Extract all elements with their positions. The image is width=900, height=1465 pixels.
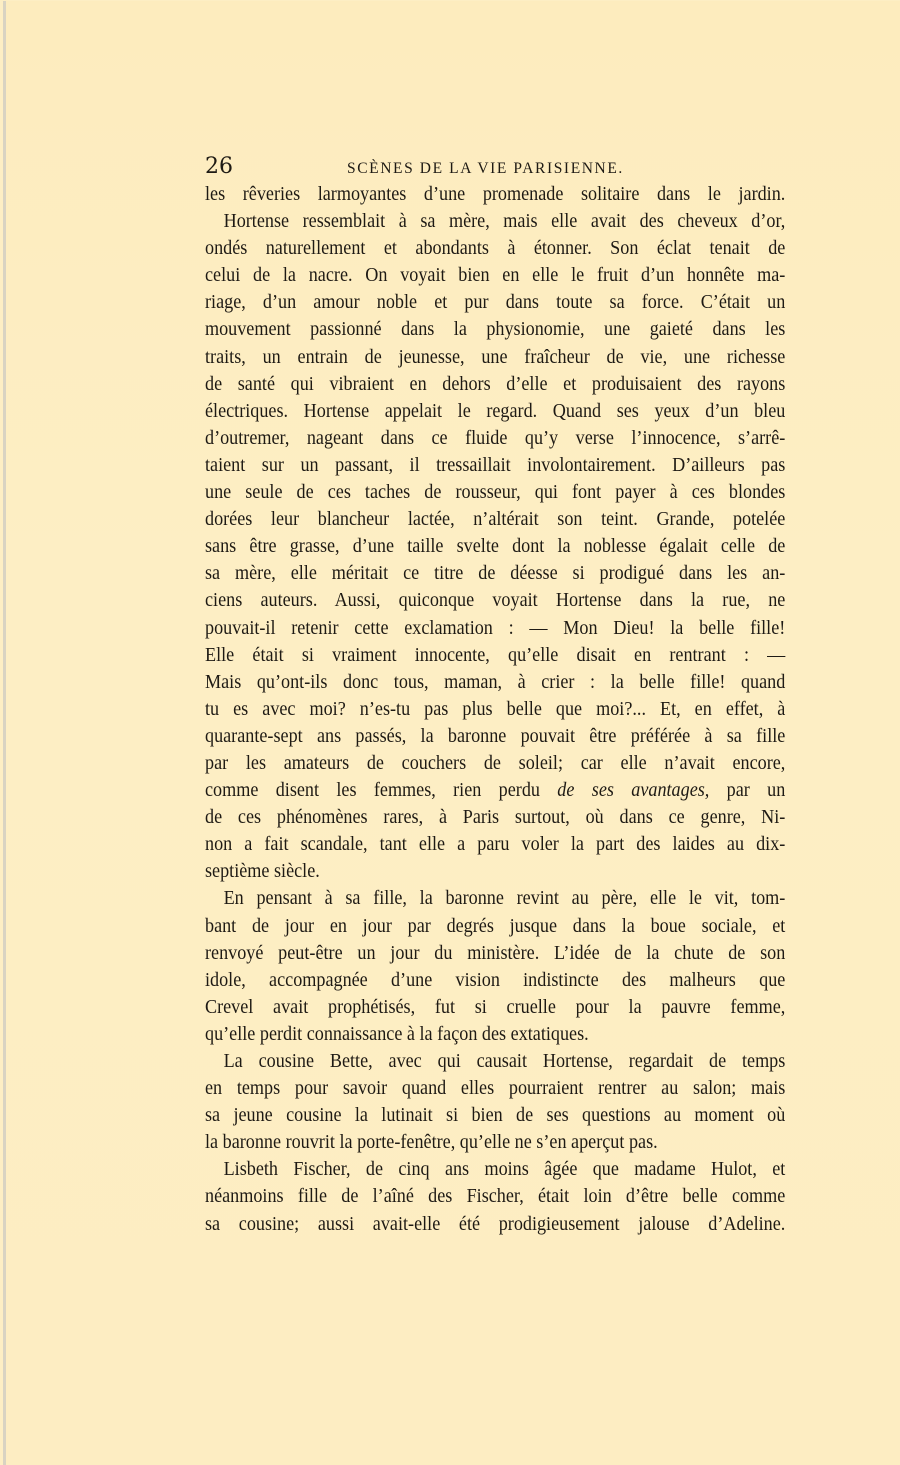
text-line: d’outremer, nageant dans ce fluide qu’y verse l’innocence, s’arrê- bbox=[205, 427, 786, 449]
running-title: SCÈNES DE LA VIE PARISIENNE. bbox=[347, 160, 624, 177]
text-line: En pensant à sa fille, la baronne revint au père, elle le vit, tom- bbox=[223, 888, 786, 910]
text-line: les rêveries larmoyantes d’une promenade solitaire dans le jardin. bbox=[205, 184, 786, 205]
text-line: quarante-sept ans passés, la baronne pouvait être préférée à sa fille bbox=[205, 725, 786, 747]
text-line: dorées leur blancheur lactée, n’altérait son teint. Grande, potelée bbox=[205, 509, 786, 531]
text-block bbox=[205, 153, 785, 1238]
text-line: sans être grasse, d’une taille svelte dont la noblesse égalait celle de bbox=[205, 536, 786, 558]
page-number: 26 bbox=[205, 154, 233, 179]
text-line: Elle était si vraiment innocente, qu’elle disait en rentrant : — bbox=[205, 644, 786, 666]
text-line: bant de jour en jour par degrés jusque dans la boue sociale, et bbox=[205, 915, 786, 937]
text-line: de santé qui vibraient en dehors d’elle et produisaient des rayons bbox=[205, 373, 786, 395]
text-line: traits, un entrain de jeunesse, une fraîcheur de vie, une richesse bbox=[205, 346, 786, 368]
text-line: une seule de ces taches de rousseur, qui font payer à ces blondes bbox=[205, 482, 786, 504]
text-line: qu’elle perdit connaissance à la façon des extatiques. bbox=[205, 1023, 589, 1045]
text-line: riage, d’un amour noble et pur dans toute sa force. C’était un bbox=[205, 292, 786, 314]
text-line: mouvement passionné dans la physionomie, une gaieté dans les bbox=[205, 319, 786, 341]
text-segment: par un bbox=[709, 780, 786, 802]
text-line: électriques. Hortense appelait le regard. Quand ses yeux d’un bleu bbox=[205, 400, 786, 422]
text-line: sa jeune cousine la lutinait si bien de ses questions au moment où bbox=[205, 1105, 786, 1127]
running-head bbox=[205, 153, 785, 181]
text-line: en temps pour savoir quand elles pourraient rentrer au salon; mais bbox=[205, 1078, 786, 1100]
text-line: septième siècle. bbox=[205, 861, 320, 883]
text-line: idole, accompagnée d’une vision indistincte des malheurs que bbox=[205, 969, 786, 991]
text-line: La cousine Bette, avec qui causait Hortense, regardait de temps bbox=[223, 1051, 786, 1072]
text-line: celui de la nacre. On voyait bien en elle le fruit d’un honnête ma- bbox=[205, 265, 786, 287]
text-line: ondés naturellement et abondants à étonner. Son éclat tenait de bbox=[205, 238, 786, 260]
text-line: sa cousine; aussi avait-elle été prodigieusement jalouse d’Adeline. bbox=[205, 1213, 786, 1235]
text-line: Lisbeth Fischer, de cinq ans moins âgée que madame Hulot, et bbox=[223, 1159, 786, 1181]
text-line: non a fait scandale, tant elle a paru voler la part des laides au dix- bbox=[205, 834, 786, 856]
text-line bbox=[205, 777, 785, 804]
text-line: renvoyé peut-être un jour du ministère. L’idée de la chute de son bbox=[205, 942, 786, 964]
italic-phrase: de ses avantages, bbox=[557, 780, 710, 802]
text-line: néanmoins fille de l’aîné des Fischer, était loin d’être belle comme bbox=[205, 1186, 786, 1208]
text-segment: comme disent les femmes, rien perdu bbox=[205, 780, 558, 802]
text-line: Mais qu’ont-ils donc tous, maman, à crier : la belle fille! quand bbox=[205, 671, 786, 693]
text-line: sa mère, elle méritait ce titre de déesse si prodigué dans les an- bbox=[205, 563, 786, 585]
text-line: ciens auteurs. Aussi, quiconque voyait Hortense dans la rue, ne bbox=[205, 590, 786, 612]
text-line: Hortense ressemblait à sa mère, mais elle avait des cheveux d’or, bbox=[223, 211, 786, 233]
text-line: Crevel avait prophétisés, fut si cruelle pour la pauvre femme, bbox=[205, 996, 786, 1018]
text-line: tu es avec moi? n’es-tu pas plus belle que moi?... Et, en effet, à bbox=[205, 698, 786, 720]
text-line: taient sur un passant, il tressaillait involontairement. D’ailleurs pas bbox=[205, 454, 786, 476]
text-line: la baronne rouvrit la porte-fenêtre, qu’elle ne s’en aperçut pas. bbox=[205, 1132, 658, 1154]
text-line: de ces phénomènes rares, à Paris surtout, où dans ce genre, Ni- bbox=[205, 807, 786, 829]
text-line: par les amateurs de couchers de soleil; car elle n’avait encore, bbox=[205, 752, 786, 774]
text-line: pouvait-il retenir cette exclamation : — Mon Dieu! la belle fille! bbox=[205, 617, 786, 639]
body-text bbox=[205, 181, 785, 1238]
book-page bbox=[3, 1, 900, 1465]
